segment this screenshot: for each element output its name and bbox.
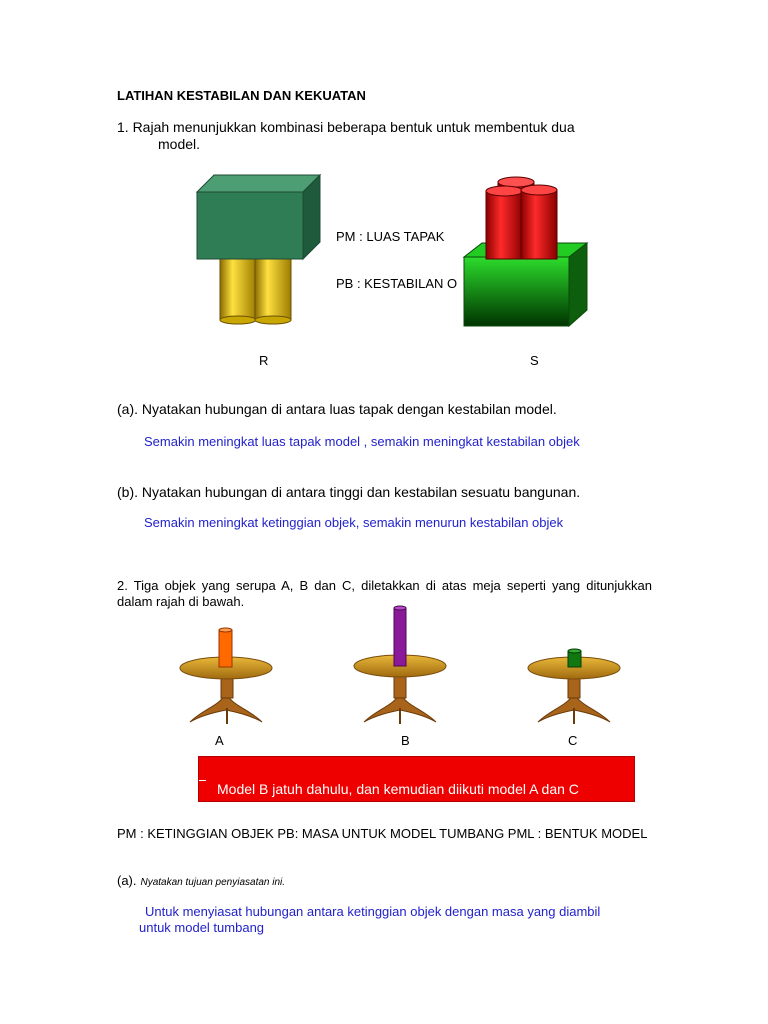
model-s-label: S xyxy=(530,353,539,368)
bullet-mark xyxy=(199,780,206,781)
yellow-cylinder-left xyxy=(220,256,256,324)
model-r-figure xyxy=(190,170,330,330)
question-1 xyxy=(117,119,637,153)
model-label-pm: PM : LUAS TAPAK xyxy=(336,229,445,244)
result-banner-text: Model B jatuh dahulu, dan kemudian diikuti model A dan C xyxy=(217,781,579,797)
table-a-label: A xyxy=(215,733,224,748)
model-r-label: R xyxy=(259,353,269,368)
dark-green-box xyxy=(197,175,320,259)
object-c-green-cylinder xyxy=(568,649,581,667)
question-1b: (b). Nyatakan hubungan di antara tinggi dan kestabilan sesuatu bangunan. xyxy=(117,484,581,500)
answer-2a-line-1: Untuk menyiasat hubungan antara ketinggian objek dengan masa yang diambil xyxy=(145,904,601,919)
red-cylinder-left xyxy=(486,186,523,259)
question-1-line-1: 1. Rajah menunjukkan kombinasi beberapa bentuk untuk membentuk dua xyxy=(117,119,575,135)
answer-1a: Semakin meningkat luas tapak model , semakin meningkat kestabilan objek xyxy=(144,434,580,449)
object-b-purple-cylinder xyxy=(394,606,406,666)
answer-1b: Semakin meningkat ketinggian objek, semakin menurun kestabilan objek xyxy=(144,515,564,530)
question-2a-text: Nyatakan tujuan penyiasatan ini. xyxy=(140,877,286,888)
question-1a: (a). Nyatakan hubungan di antara luas tapak dengan kestabilan model. xyxy=(117,401,557,417)
variables-line: PM : KETINGGIAN OBJEK PB: MASA UNTUK MODEL TUMBANG PML : BENTUK MODEL xyxy=(117,826,648,841)
question-1-line-2: model. xyxy=(158,136,201,152)
question-2a-prefix: (a). xyxy=(117,873,137,888)
red-cylinder-right xyxy=(521,185,557,259)
question-2a xyxy=(117,873,285,888)
table-b-label: B xyxy=(401,733,410,748)
object-a-orange-cylinder xyxy=(219,628,232,667)
result-banner xyxy=(198,756,635,802)
tables-figure xyxy=(172,600,642,728)
model-label-pb: PB : KESTABILAN O xyxy=(336,276,458,291)
yellow-cylinder-right xyxy=(255,256,291,324)
question-2: 2. Tiga objek yang serupa A, B dan C, diletakkan di atas meja seperti yang ditunjukkan dalam rajah di bawah. xyxy=(117,578,652,609)
model-s-figure xyxy=(455,170,595,335)
worksheet-title: LATIHAN KESTABILAN DAN KEKUATAN xyxy=(117,88,366,103)
answer-2a-line-2: untuk model tumbang xyxy=(139,920,265,935)
answer-2a xyxy=(139,904,659,936)
table-c-label: C xyxy=(568,733,578,748)
